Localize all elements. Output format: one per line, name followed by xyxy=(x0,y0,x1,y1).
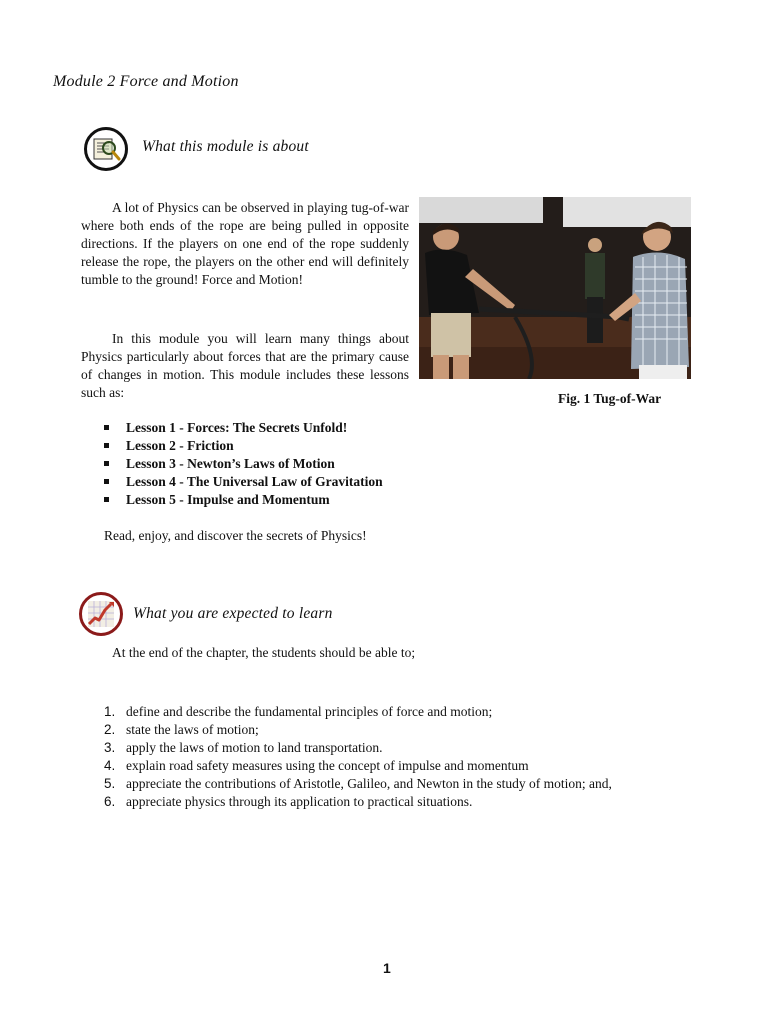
rising-chart-icon xyxy=(79,592,123,636)
item-number: 3. xyxy=(104,740,116,755)
bullet-icon xyxy=(104,443,109,448)
section-heading-expected: What you are expected to learn xyxy=(133,605,333,622)
objectives-list xyxy=(104,703,612,811)
objective-text: explain road safety measures using the concept of impulse and momentum xyxy=(126,758,529,773)
tug-of-war-photo xyxy=(419,197,691,379)
lesson-list xyxy=(104,419,383,509)
objective-text: appreciate physics through its application to practical situations. xyxy=(126,794,473,809)
section-heading-about: What this module is about xyxy=(142,138,309,155)
item-number: 1. xyxy=(104,704,116,719)
page-number: 1 xyxy=(383,960,391,976)
bullet-icon xyxy=(104,479,109,484)
list-item xyxy=(104,419,383,437)
objective-text: state the laws of motion; xyxy=(126,722,259,737)
list-item xyxy=(104,775,612,793)
item-number: 6. xyxy=(104,794,116,809)
item-number: 2. xyxy=(104,722,116,737)
figure-caption: Fig. 1 Tug-of-War xyxy=(558,391,662,406)
lesson-label: Lesson 1 - Forces: The Secrets Unfold! xyxy=(126,420,348,435)
closing-line: Read, enjoy, and discover the secrets of Physics! xyxy=(104,528,367,543)
list-item xyxy=(104,757,612,775)
list-item xyxy=(104,437,383,455)
item-number: 5. xyxy=(104,776,116,791)
list-item xyxy=(104,793,612,811)
bullet-icon xyxy=(104,461,109,466)
module-title: Module 2 Force and Motion xyxy=(53,73,239,90)
lessons-intro-paragraph: In this module you will learn many things about Physics particularly about forces that are the primary cause of changes in motion. This module includes these lessons such as: xyxy=(81,331,409,400)
objective-text: appreciate the contributions of Aristotle, Galileo, and Newton in the study of motion; and, xyxy=(126,776,612,791)
bullet-icon xyxy=(104,425,109,430)
list-item xyxy=(104,721,612,739)
objectives-intro: At the end of the chapter, the students should be able to; xyxy=(112,645,416,660)
list-item xyxy=(104,491,383,509)
objective-text: apply the laws of motion to land transportation. xyxy=(126,740,383,755)
bullet-icon xyxy=(104,497,109,502)
lesson-label: Lesson 2 - Friction xyxy=(126,438,234,453)
intro-paragraph: A lot of Physics can be observed in playing tug-of-war where both ends of the rope are being pulled in opposite directions. If the players on one end of the rope suddenly release the rope, the players on the other end will definitely tumble to the ground! Force and Motion! xyxy=(81,200,409,287)
list-item xyxy=(104,703,612,721)
list-item xyxy=(104,473,383,491)
list-item xyxy=(104,739,612,757)
magnifier-document-icon xyxy=(84,127,128,171)
item-number: 4. xyxy=(104,758,116,773)
list-item xyxy=(104,455,383,473)
lesson-label: Lesson 5 - Impulse and Momentum xyxy=(126,492,330,507)
lesson-label: Lesson 4 - The Universal Law of Gravitation xyxy=(126,474,383,489)
objective-text: define and describe the fundamental principles of force and motion; xyxy=(126,704,493,719)
lesson-label: Lesson 3 - Newton’s Laws of Motion xyxy=(126,456,335,471)
